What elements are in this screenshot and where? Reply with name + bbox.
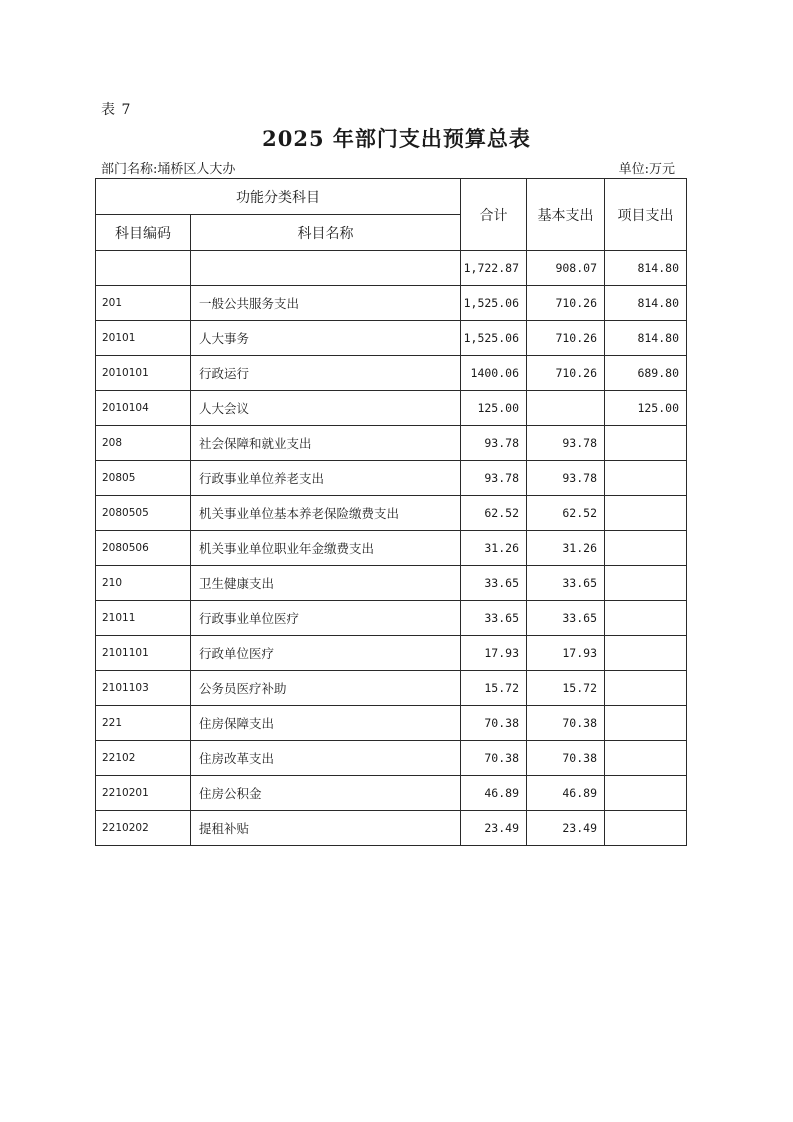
page-title: 2025 年部门支出预算总表 — [262, 126, 531, 151]
subject-code-cell: 201 — [96, 286, 191, 321]
project-expenditure-cell — [605, 566, 687, 601]
subject-code-cell: 2210201 — [96, 776, 191, 811]
basic-expenditure-cell — [527, 391, 605, 426]
total-cell: 33.65 — [461, 566, 527, 601]
table-row — [96, 321, 687, 356]
subject-code-cell: 208 — [96, 426, 191, 461]
basic-expenditure-cell: 93.78 — [527, 426, 605, 461]
basic-expenditure-cell: 93.78 — [527, 461, 605, 496]
table-row — [96, 286, 687, 321]
project-expenditure-cell: 814.80 — [605, 251, 687, 286]
subject-code-cell: 2080506 — [96, 531, 191, 566]
table-row — [96, 461, 687, 496]
total-cell: 93.78 — [461, 426, 527, 461]
subject-name-cell: 住房公积金 — [191, 776, 461, 811]
basic-expenditure-cell: 62.52 — [527, 496, 605, 531]
subject-name-cell: 公务员医疗补助 — [191, 671, 461, 706]
subject-code-cell: 21011 — [96, 601, 191, 636]
subject-name-cell: 人大事务 — [191, 321, 461, 356]
total-cell: 70.38 — [461, 741, 527, 776]
basic-expenditure-cell: 908.07 — [527, 251, 605, 286]
budget-table — [95, 178, 687, 846]
subject-name-cell: 行政事业单位医疗 — [191, 601, 461, 636]
table-row — [96, 531, 687, 566]
header-subject-name: 科目名称 — [191, 215, 461, 251]
subject-code-cell: 2010101 — [96, 356, 191, 391]
basic-expenditure-cell: 710.26 — [527, 356, 605, 391]
subject-code-cell: 20101 — [96, 321, 191, 356]
subject-code-cell: 221 — [96, 706, 191, 741]
table-row — [96, 251, 687, 286]
table-row — [96, 811, 687, 846]
subject-code-cell: 20805 — [96, 461, 191, 496]
project-expenditure-cell — [605, 531, 687, 566]
header-total: 合计 — [461, 179, 527, 251]
unit-label: 单位:万元 — [618, 162, 675, 177]
basic-expenditure-cell: 31.26 — [527, 531, 605, 566]
table-row — [96, 636, 687, 671]
project-expenditure-cell — [605, 776, 687, 811]
table-row — [96, 776, 687, 811]
basic-expenditure-cell: 23.49 — [527, 811, 605, 846]
table-row — [96, 496, 687, 531]
subject-name-cell: 卫生健康支出 — [191, 566, 461, 601]
project-expenditure-cell: 125.00 — [605, 391, 687, 426]
basic-expenditure-cell: 710.26 — [527, 321, 605, 356]
subject-name-cell: 行政单位医疗 — [191, 636, 461, 671]
subject-code-cell: 2080505 — [96, 496, 191, 531]
table-row — [96, 566, 687, 601]
header-subject-code: 科目编码 — [96, 215, 191, 251]
project-expenditure-cell — [605, 461, 687, 496]
subject-name-cell: 提租补贴 — [191, 811, 461, 846]
table-row — [96, 741, 687, 776]
total-cell: 62.52 — [461, 496, 527, 531]
total-cell: 15.72 — [461, 671, 527, 706]
total-cell: 17.93 — [461, 636, 527, 671]
total-cell: 23.49 — [461, 811, 527, 846]
basic-expenditure-cell: 33.65 — [527, 601, 605, 636]
total-cell: 1,525.06 — [461, 321, 527, 356]
subject-name-cell: 住房改革支出 — [191, 741, 461, 776]
subject-name-cell: 一般公共服务支出 — [191, 286, 461, 321]
table-row — [96, 426, 687, 461]
table-row — [96, 601, 687, 636]
subject-code-cell — [96, 251, 191, 286]
subject-code-cell: 210 — [96, 566, 191, 601]
project-expenditure-cell — [605, 496, 687, 531]
header-project-expenditure: 项目支出 — [605, 179, 687, 251]
project-expenditure-cell — [605, 671, 687, 706]
table-number: 表 7 — [101, 102, 132, 118]
subject-code-cell: 22102 — [96, 741, 191, 776]
project-expenditure-cell — [605, 636, 687, 671]
total-cell: 1400.06 — [461, 356, 527, 391]
total-cell: 70.38 — [461, 706, 527, 741]
project-expenditure-cell — [605, 741, 687, 776]
table-row — [96, 671, 687, 706]
subject-code-cell: 2210202 — [96, 811, 191, 846]
basic-expenditure-cell: 15.72 — [527, 671, 605, 706]
basic-expenditure-cell: 70.38 — [527, 741, 605, 776]
basic-expenditure-cell: 710.26 — [527, 286, 605, 321]
total-cell: 1,525.06 — [461, 286, 527, 321]
total-cell: 1,722.87 — [461, 251, 527, 286]
total-cell: 31.26 — [461, 531, 527, 566]
total-cell: 125.00 — [461, 391, 527, 426]
subject-name-cell: 人大会议 — [191, 391, 461, 426]
table-row — [96, 356, 687, 391]
basic-expenditure-cell: 33.65 — [527, 566, 605, 601]
basic-expenditure-cell: 17.93 — [527, 636, 605, 671]
subject-name-cell: 行政运行 — [191, 356, 461, 391]
basic-expenditure-cell: 70.38 — [527, 706, 605, 741]
total-cell: 93.78 — [461, 461, 527, 496]
project-expenditure-cell — [605, 811, 687, 846]
subject-name-cell: 住房保障支出 — [191, 706, 461, 741]
header-basic-expenditure: 基本支出 — [527, 179, 605, 251]
subject-name-cell: 机关事业单位职业年金缴费支出 — [191, 531, 461, 566]
project-expenditure-cell: 814.80 — [605, 286, 687, 321]
project-expenditure-cell — [605, 706, 687, 741]
project-expenditure-cell — [605, 426, 687, 461]
subject-name-cell: 行政事业单位养老支出 — [191, 461, 461, 496]
basic-expenditure-cell: 46.89 — [527, 776, 605, 811]
subject-code-cell: 2010104 — [96, 391, 191, 426]
subject-code-cell: 2101103 — [96, 671, 191, 706]
department-name: 部门名称:埇桥区人大办 — [101, 162, 236, 177]
subject-code-cell: 2101101 — [96, 636, 191, 671]
project-expenditure-cell: 814.80 — [605, 321, 687, 356]
subject-name-cell — [191, 251, 461, 286]
subject-name-cell: 机关事业单位基本养老保险缴费支出 — [191, 496, 461, 531]
total-cell: 33.65 — [461, 601, 527, 636]
project-expenditure-cell — [605, 601, 687, 636]
table-row — [96, 706, 687, 741]
table-row — [96, 391, 687, 426]
header-functional-category: 功能分类科目 — [96, 179, 461, 215]
subject-name-cell: 社会保障和就业支出 — [191, 426, 461, 461]
total-cell: 46.89 — [461, 776, 527, 811]
project-expenditure-cell: 689.80 — [605, 356, 687, 391]
